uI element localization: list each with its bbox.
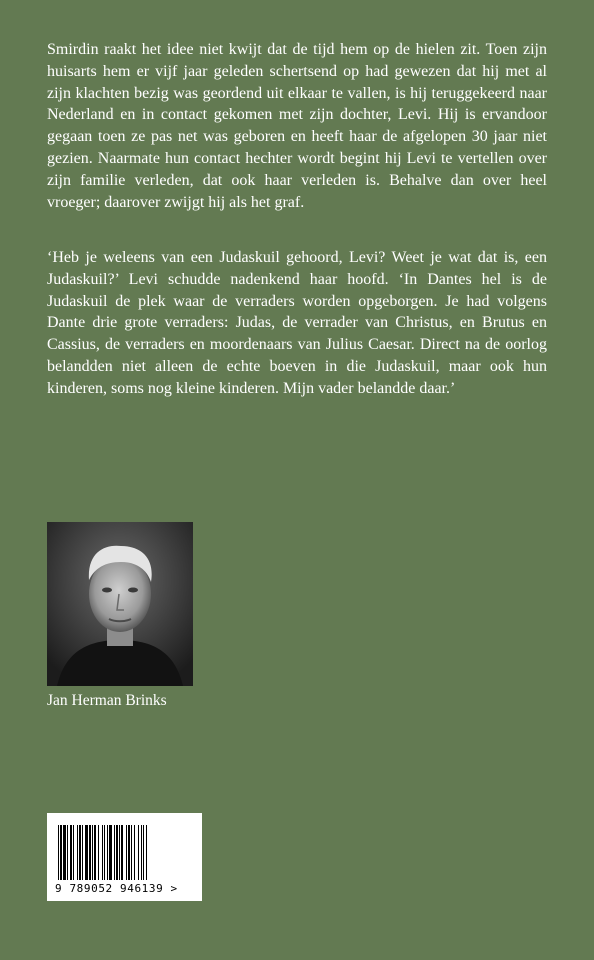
blurb-paragraph-1: Smirdin raakt het idee niet kwijt dat de tijd hem op de hielen zit. Toen zijn huisarts hem er vijf jaar geleden schertsend op had gewezen dat hij met al zijn klachten bezig was geordend uit elkaar te vallen, is hij teruggekeerd naar Nederland en in contact gekomen met zijn dochter, Levi. Hij is ervandoor gegaan toen ze pas net was geboren en heeft haar de afgelopen 30 jaar niet gezien. Naarmate hun contact hechter wordt begint hij Levi te vertellen over zijn familie verleden, dat ook haar verleden is. Behalve dan over heel vroeger; daarover zwijgt hij als het graf. <box>47 41 547 211</box>
author-name: Jan Herman Brinks <box>47 692 167 709</box>
barcode-bars <box>58 825 192 880</box>
author-photo <box>47 522 193 686</box>
blurb-paragraph-2: ‘Heb je weleens van een Judaskuil gehoord, Levi? Weet je wat dat is, een Judaskuil?’ Levi schudde nadenkend haar hoofd. ‘In Dantes hel is de Judaskuil de plek waar de verraders worden opgeborgen. Je had volgens Dante drie grote verraders: Judas, de verrader van Christus, en Brutus en Cassius, de verraders en moordenaars van Julius Caesar. Direct na de oorlog belandden niet alleen de echte boeven in die Judaskuil, maar ook hun kinderen, soms nog kleine kinderen. Mijn vader belandde daar.’ <box>47 249 547 397</box>
isbn-digits: 9 789052 946139 > <box>55 882 178 895</box>
isbn-barcode <box>47 813 202 901</box>
